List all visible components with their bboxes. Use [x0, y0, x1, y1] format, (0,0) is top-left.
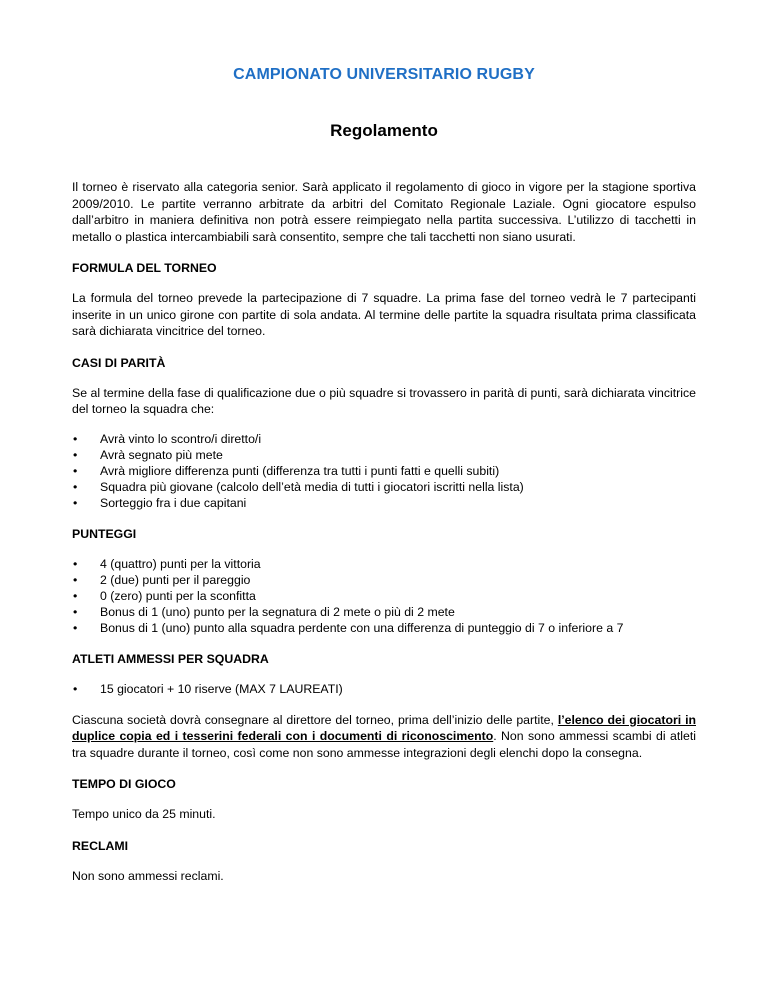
parita-list — [72, 431, 696, 511]
section-heading-tempo: TEMPO DI GIOCO — [72, 777, 176, 791]
list-item: • Squadra più giovane (calcolo dell’età media di tutti i giocatori iscritti nella lista) — [72, 479, 696, 495]
parita-paragraph: Se al termine della fase di qualificazione due o più squadre si trovassero in parità di punti, sarà dichiarata vincitrice del torneo la squadra che: — [72, 385, 696, 416]
list-item: • Bonus di 1 (uno) punto alla squadra perdente con una differenza di punteggio di 7 o inferiore a 7 — [72, 620, 696, 636]
list-item: • Sorteggio fra i due capitani — [72, 495, 696, 511]
section-heading-atleti: ATLETI AMMESSI PER SQUADRA — [72, 651, 269, 666]
atleti-list — [72, 681, 696, 697]
list-item: • Bonus di 1 (uno) punto per la segnatura di 2 mete o più di 2 mete — [72, 604, 696, 620]
section-heading-formula: FORMULA DEL TORNEO — [72, 261, 217, 275]
list-item: • 4 (quattro) punti per la vittoria — [72, 556, 696, 572]
document-subtitle: Regolamento — [330, 121, 438, 140]
section-atleti — [72, 651, 696, 762]
intro-paragraph: Il torneo è riservato alla categoria senior. Sarà applicato il regolamento di gioco in vigore per la stagione sportiva 2009/2010. Le partite verranno arbitrate da arbitri del Comitato Regionale Laziale. Ogni giocatore espulso dall’arbitro in maniera definitiva non potrà essere reimpiegato nella partita successiva. L’utilizzo di tacchetti in metallo o plastica intercambiabili sarà consentito, sempre che tali tacchetti non siano usurati. — [72, 180, 696, 244]
section-tempo — [72, 776, 696, 823]
atleti-paragraph — [72, 712, 696, 762]
section-heading-punteggi: PUNTEGGI — [72, 526, 137, 541]
list-item: • Avrà segnato più mete — [72, 447, 696, 463]
list-item: • Avrà vinto lo scontro/i diretto/i — [72, 431, 696, 447]
punteggi-list — [72, 556, 696, 636]
reclami-paragraph: Non sono ammessi reclami. — [72, 868, 224, 883]
section-punteggi — [72, 526, 696, 636]
atleti-text-before: Ciascuna società dovrà consegnare al direttore del torneo, prima dell’inizio delle partite, — [72, 712, 558, 727]
section-heading-reclami: RECLAMI — [72, 838, 129, 853]
tempo-paragraph: Tempo unico da 25 minuti. — [72, 807, 216, 821]
list-item: • 15 giocatori + 10 riserve (MAX 7 LAUREATI) — [72, 681, 696, 697]
list-item: • 0 (zero) punti per la sconfitta — [72, 588, 696, 604]
formula-paragraph: La formula del torneo prevede la partecipazione di 7 squadre. La prima fase del torneo vedrà le 7 partecipanti inserite in un unico girone con partite di sola andata. Al termine delle partite la squadra risultata prima classificata sarà dichiarata vincitrice del torneo. — [72, 291, 696, 338]
document-title: CAMPIONATO UNIVERSITARIO RUGBY — [233, 66, 535, 83]
atleti-text-after: . Non sono ammessi scambi di atleti tra squadre durante il torneo, così come non sono ammesse integrazioni degli elenchi dopo la consegna. — [72, 729, 696, 760]
list-item: • 2 (due) punti per il pareggio — [72, 572, 696, 588]
section-formula — [72, 260, 696, 340]
atleti-text-emphasis: l’elenco dei giocatori in duplice copia ed i tesserini federali con i documenti di riconoscimento — [72, 712, 696, 743]
section-parita — [72, 355, 696, 511]
section-heading-parita: CASI DI PARITÀ — [72, 355, 166, 370]
section-reclami — [72, 838, 696, 885]
list-item: • Avrà migliore differenza punti (differenza tra tutti i punti fatti e quelli subiti) — [72, 463, 696, 479]
